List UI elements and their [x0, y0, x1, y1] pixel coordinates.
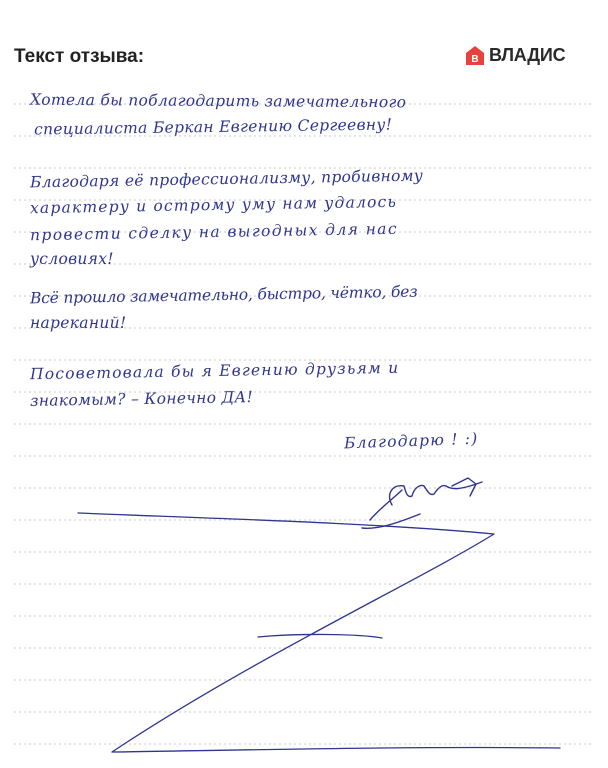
- review-line-5: провести сделку на выгодных для нас: [29, 219, 399, 245]
- review-line-1: Хотела бы поблагодарить замечательного: [29, 90, 407, 112]
- logo-text: ВЛАДИС: [489, 44, 566, 65]
- review-line-6: условиях!: [30, 250, 114, 268]
- page-title: Текст отзыва:: [14, 46, 145, 67]
- review-line-8: нареканий!: [30, 314, 127, 332]
- review-line-7: Всё прошло замечательно, быстро, чётко, без: [29, 282, 418, 308]
- svg-text:В: В: [471, 54, 479, 65]
- review-line-4: характеру и острому уму нам удалось: [29, 192, 398, 218]
- review-line-11: Благодарю ! :): [343, 429, 479, 453]
- review-line-10: знакомым? – Конечно ДА!: [29, 388, 254, 410]
- review-line-9: Посоветовала бы я Евгению друзьям и: [29, 358, 400, 384]
- review-line-2: специалиста Беркан Евгению Сергеевну!: [33, 115, 393, 139]
- review-line-3: Благодаря её профессионализму, пробивному: [29, 166, 424, 192]
